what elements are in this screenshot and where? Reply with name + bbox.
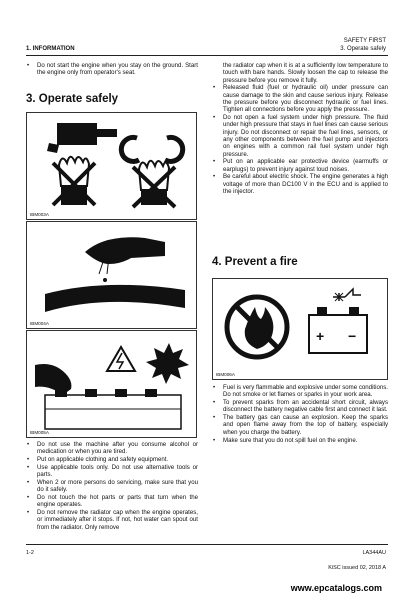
list-item: • Make sure that you do not spill fuel on the engine. <box>212 437 388 444</box>
list-item: • To prevent sparks from an accidental short circuit, always disconnect the battery negative cable first and connect it last. <box>212 399 388 414</box>
document-code: LA344AU <box>362 550 386 556</box>
list-item: • When 2 or more persons do servicing, make sure that you do it safely. <box>26 479 198 494</box>
battery-plus-sign: + <box>316 328 325 344</box>
list-item: • Do not use the machine after you consume alcohol or medication or when you are tired. <box>26 441 198 456</box>
list-item: • Do not start the engine when you stay on the ground. Start the engine only from operator's seat. <box>26 62 198 77</box>
electric-shock-illustration <box>27 331 196 437</box>
gloves-illustration <box>27 113 196 219</box>
figure-gloves <box>26 112 197 220</box>
list-item: • Released fluid (fuel or hydraulic oil) under pressure can cause damage to the skin and cause serious injury. Release the pressure before you disconnect hydraulic or fuel lines. Tighten all connections before you apply the pressure. <box>212 84 388 113</box>
hose-leak-illustration <box>27 222 196 328</box>
list-item: • Put on applicable clothing and safety equipment. <box>26 456 198 463</box>
list-item-continued: the radiator cap when it is at a sufficiently low temperature to touch with bare hands. Slowly loosen the cap to release the pressure before you remove it fully. <box>223 62 388 84</box>
watermark-url: www.epcatalogs.com <box>290 583 382 593</box>
section-4-title: 4. Prevent a fire <box>212 256 298 268</box>
figure-electric-shock <box>26 330 197 438</box>
section-header-right-top: SAFETY FIRST <box>343 38 386 44</box>
fire-list <box>212 384 388 444</box>
list-item: • Fuel is very flammable and explosive under some conditions. Do not smoke or let flames or sparks in your work area. <box>212 384 388 399</box>
list-item: • Do not remove the radiator cap when the engine operates, or immediately after it stops. If not, hot water can spout out from the radiator. Only remove <box>26 509 198 531</box>
list-item: • The battery gas can cause an explosion. Keep the sparks and open flame away from the top of battery, especially when you charge the battery. <box>212 414 388 436</box>
figure-hose-leak <box>26 221 197 329</box>
list-item: • Put on an applicable ear protective device (earmuffs or earplugs) to prevent injury against loud noises. <box>212 158 388 173</box>
list-item: • Do not touch the hot parts or parts that turn when the engine operates. <box>26 494 198 509</box>
figure-label: IBM004A <box>30 321 49 326</box>
footer-rule <box>26 544 388 545</box>
list-item: • Use applicable tools only. Do not use alternative tools or parts. <box>26 464 198 479</box>
section-header-right-bottom: 3. Operate safely <box>340 46 386 52</box>
page-number: 1-2 <box>26 550 34 556</box>
issue-info: KiSC issued 02, 2018 A <box>328 565 386 571</box>
left-bottom-list <box>26 441 198 532</box>
section-header-left: 1. INFORMATION <box>26 46 75 52</box>
section-3-title: 3. Operate safely <box>26 93 119 105</box>
figure-fire-battery <box>212 278 388 380</box>
battery-minus-sign: − <box>348 328 357 344</box>
figure-label: IBM003A <box>30 212 49 217</box>
list-item: • Do not open a fuel system under high pressure. The fluid under high pressure that stays in fuel lines can cause serious injury. Do not disconnect or repair the fuel lines, sensors, or any other components between the fuel pump and injectors on engines with a common rail fuel system under high pressure. <box>212 114 388 158</box>
left-intro <box>26 62 198 77</box>
no-fire-battery-illustration <box>213 279 387 379</box>
figure-label: IBM006A <box>216 372 235 377</box>
figure-label: IBM005A <box>30 430 49 435</box>
header-rule <box>26 55 388 56</box>
right-list <box>212 62 388 196</box>
list-item: • Be careful about electric shock. The engine generates a high voltage of more than DC100 V in the ECU and is applied to the injector. <box>212 173 388 195</box>
